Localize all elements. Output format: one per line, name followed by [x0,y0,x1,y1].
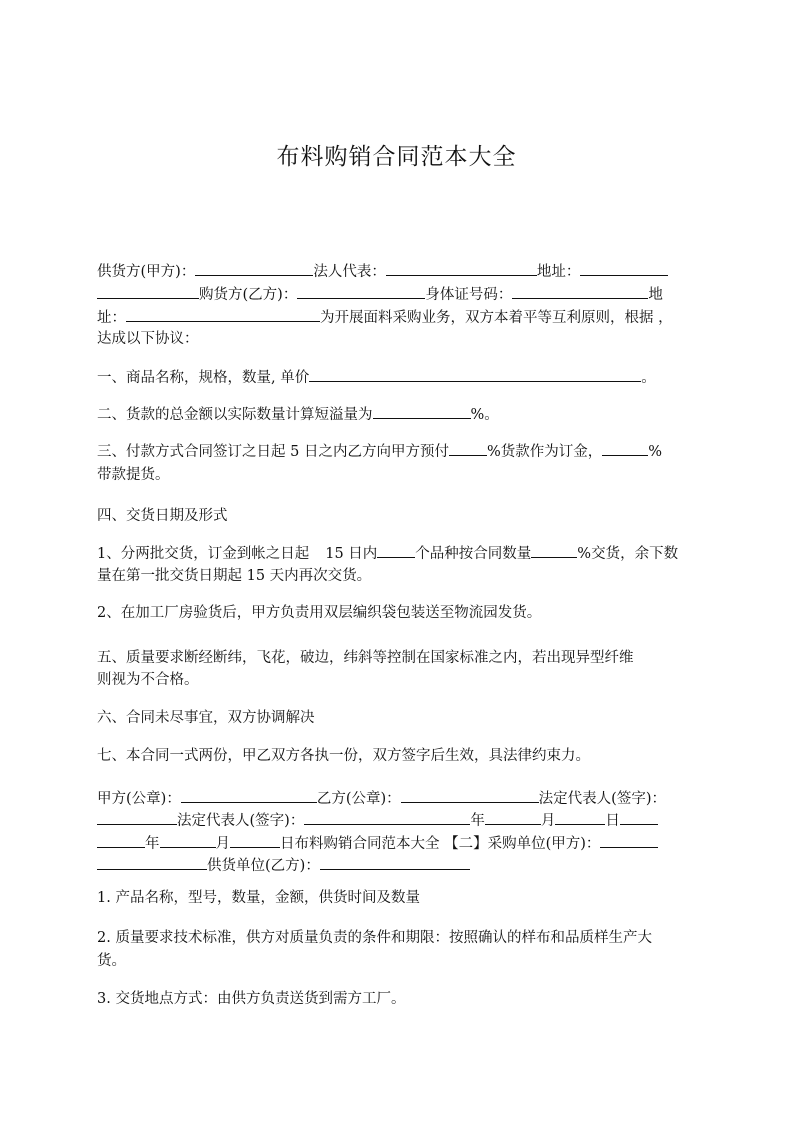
address-label-a: 地 [648,287,663,303]
day-label-1: 日 [605,813,620,829]
buyer-label: 购货方(乙方)： [199,287,298,303]
year-blank-2-cont[interactable] [97,834,145,848]
parties-line-2 [97,285,663,304]
variety-count-blank[interactable] [377,544,415,558]
clause-2-blank[interactable] [373,405,471,419]
clause-4-1-text-d: %交货，余下数 [577,546,679,562]
clause-5-text-b: 则视为不合格。 [97,672,199,688]
section-2-item-2-text-b: 货。 [97,953,126,969]
month-blank-1[interactable] [485,811,541,825]
legal-rep-blank[interactable] [386,262,537,276]
supply-unit-label: 供货单位(乙方)： [207,858,320,874]
day-blank-2[interactable] [230,834,280,848]
clause-4-heading [97,507,228,525]
clause-3-line-1 [97,442,662,461]
clause-5-line-1 [97,649,634,667]
buyer-blank[interactable] [297,285,425,299]
signature-line-1 [97,789,666,808]
year-label-1: 年 [470,813,485,829]
party-b-seal-blank[interactable] [401,789,539,803]
clause-3-line-2 [97,466,170,484]
section-2-item-3-text: 3. 交货地点方式：由供方负责送货到需方工厂。 [97,991,406,1007]
clause-4-1-line-2 [97,567,371,585]
buyer-address-blank[interactable] [126,308,320,322]
clause-2-text: 二、货款的总金额以实际数量计算短溢量为 [97,407,373,423]
clause-1-blank[interactable] [309,368,641,382]
clause-3-text-b: %货款作为订金， [486,444,603,460]
parties-line-3 [97,308,673,327]
supplier-blank[interactable] [195,262,313,276]
id-no-blank[interactable] [512,285,648,299]
month-label-2: 月 [215,836,230,852]
clause-7 [97,747,590,765]
clause-4-2 [97,604,541,622]
id-no-label: 身体证号码： [425,287,513,303]
purpose-text: 为开展面料采购业务，双方本着平等互利原则，根据 ， [320,310,673,326]
party-a-seal-label: 甲方(公章)： [97,791,181,807]
address-blank[interactable] [580,262,668,276]
clause-3-text-a: 三、付款方式合同签订之日起 5 日之内乙方向甲方预付 [97,444,449,460]
parties-line-4 [97,330,199,348]
section-2-item-2-text-a: 2. 质量要求技术标准，供方对质量负责的条件和期限：按照确认的样布和品质样生产大 [97,930,652,946]
payment-percent-blank[interactable] [602,442,648,456]
purchaser-blank-cont[interactable] [97,856,207,870]
clause-4-1-text-c: 个品种按合同数量 [415,546,532,562]
clause-5-text-a: 五、质量要求断经断纬，飞花，破边，纬斜等控制在国家标准之内，若出现异型纤维 [97,650,634,666]
party-a-seal-blank[interactable] [181,789,317,803]
legal-rep-label: 法人代表： [313,264,386,280]
clause-4-1-text-a: 1、分两批交货，订金到帐之日起 [97,546,310,562]
legal-rep-sign-label-1: 法定代表人(签字)： [538,791,666,807]
year-label-2: 年 [145,836,160,852]
clause-2-end: %。 [470,407,499,423]
clause-4-1-line-1 [97,544,678,563]
address-blank-cont[interactable] [97,285,199,299]
legal-rep-sign-blank-1[interactable] [97,811,177,825]
address-label: 地址： [536,264,581,280]
clause-4-text: 四、交货日期及形式 [97,508,228,524]
address-label-b: 址： [97,310,126,326]
delivery-percent-blank[interactable] [531,544,577,558]
document-title: 布料购销合同范本大全 [276,144,517,170]
day-blank-1[interactable] [555,811,605,825]
supplier-label: 供货方(甲方)： [97,264,196,280]
clause-3-text-c: % [648,444,663,460]
section-2-item-3 [97,990,405,1008]
clause-1-end: 。 [641,370,656,386]
supply-unit-blank[interactable] [320,856,470,870]
day-title-text: 日布料购销合同范本大全 【二】采购单位(甲方)： [280,836,601,852]
party-b-seal-label: 乙方(公章)： [316,791,401,807]
clause-1 [97,368,656,387]
signature-line-2 [97,811,658,830]
legal-rep-sign-blank-2[interactable] [304,811,470,825]
clause-6 [97,709,315,727]
signature-line-3 [97,834,658,853]
deposit-percent-blank[interactable] [449,442,487,456]
clause-4-1-text-b: 15 日内 [325,546,378,562]
section-2-item-2-line-2 [97,952,126,970]
clause-1-text: 一、商品名称，规格，数量, 单价 [97,370,310,386]
clause-4-2-text: 2、在加工厂房验货后，甲方负责用双层编织袋包装送至物流园发货。 [97,605,542,621]
month-blank-2[interactable] [160,834,216,848]
clause-6-text: 六、合同未尽事宜，双方协调解决 [97,710,315,726]
clause-2 [97,405,499,424]
legal-rep-sign-label-2: 法定代表人(签字)： [177,813,305,829]
year-blank-2[interactable] [620,811,658,825]
signature-line-4 [97,856,470,875]
clause-5-line-2 [97,671,199,689]
month-label-1: 月 [540,813,556,829]
section-2-item-1-text: 1. 产品名称，型号，数量，金额，供货时间及数量 [97,890,420,906]
purchaser-blank[interactable] [600,834,658,848]
agreement-text: 达成以下协议： [97,331,199,347]
section-2-item-2-line-1 [97,929,652,947]
section-2-item-1 [97,889,420,907]
clause-4-1-text-e: 量在第一批交货日期起 15 天内再次交货。 [97,568,372,584]
clause-3-text-d: 带款提货。 [97,467,170,483]
clause-7-text: 七、本合同一式两份，甲乙双方各执一份，双方签字后生效，具法律约束力。 [97,748,590,764]
parties-line-1 [97,262,668,281]
